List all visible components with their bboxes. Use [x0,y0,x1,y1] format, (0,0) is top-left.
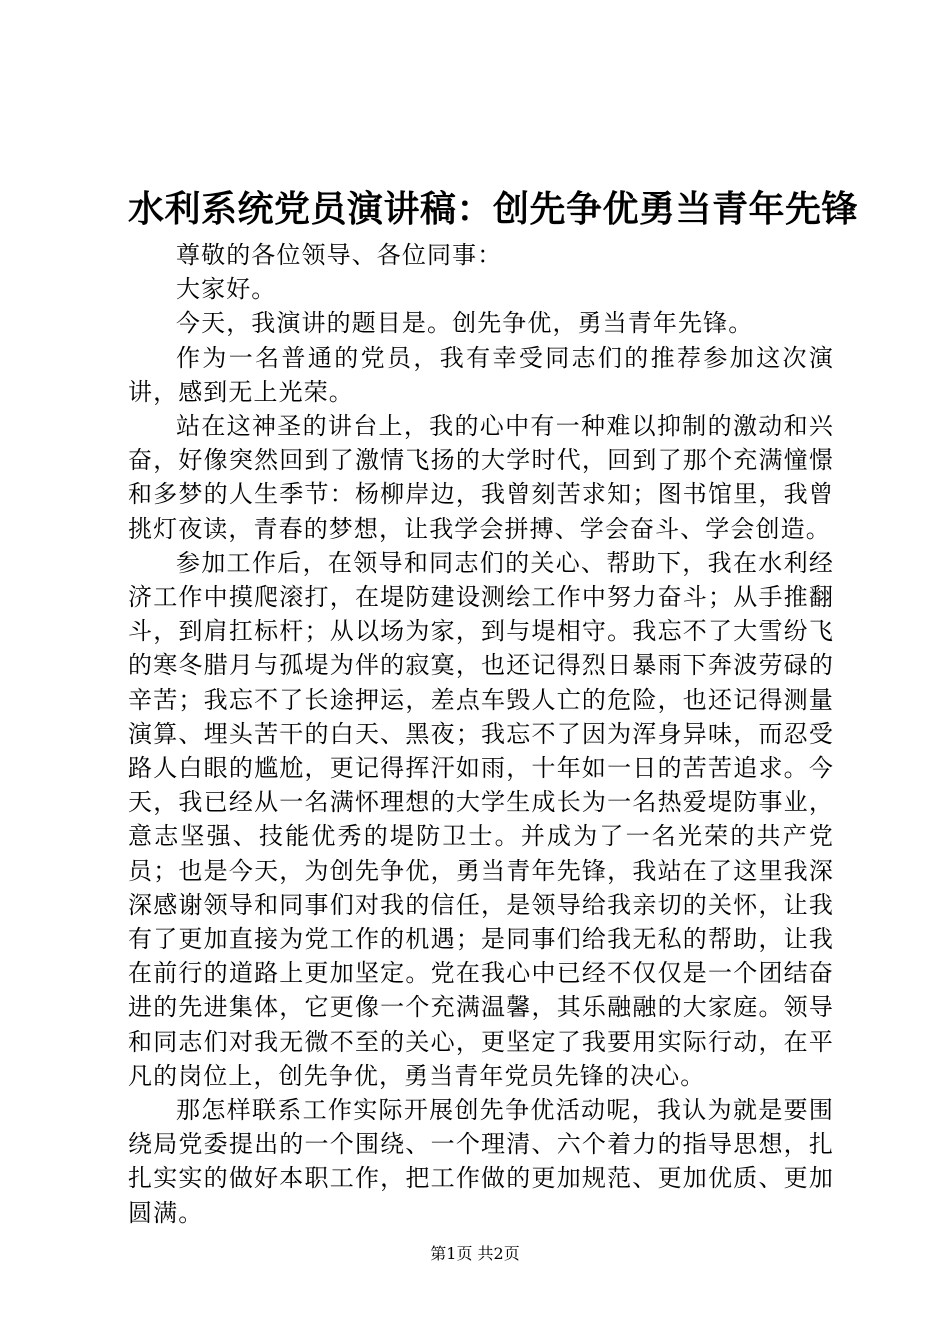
paragraph-intro: 作为一名普通的党员，我有幸受同志们的推荐参加这次演讲，感到无上光荣。 [128,343,834,406]
document-body [128,238,834,1230]
paragraph-work-experience: 参加工作后，在领导和同志们的关心、帮助下，我在水利经济工作中摸爬滚打，在堤防建设测绘工作中努力奋斗；从手推翻斗，到肩扛标杆；从以场为家，到与堤相守。我忘不了大雪纷飞的寒冬腊月与孤堤为伴的寂寞，也还记得烈日暴雨下奔波劳碌的辛苦；我忘不了长途押运，差点车毁人亡的危险，也还记得测量演算、埋头苦干的白天、黑夜；我忘不了因为浑身异味，而忍受路人白眼的尴尬，更记得挥汗如雨，十年如一日的苦苦追求。今天，我已经从一名满怀理想的大学生成长为一名热爱堤防事业，意志坚强、技能优秀的堤防卫士。并成为了一名光荣的共产党员；也是今天，为创先争优，勇当青年先锋，我站在了这里我深深感谢领导和同事们对我的信任，是领导给我亲切的关怀，让我有了更加直接为党工作的机遇；是同事们给我无私的帮助，让我在前行的道路上更加坚定。党在我心中已经不仅仅是一个团结奋进的先进集体，它更像一个充满温馨，其乐融融的大家庭。领导和同志们对我无微不至的关心，更坚定了我要用实际行动，在平凡的岗位上，创先争优，勇当青年党员先锋的决心。 [128,548,834,1090]
paragraph-memories: 站在这神圣的讲台上，我的心中有一种难以抑制的激动和兴奋，好像突然回到了激情飞扬的大学时代，回到了那个充满憧憬和多梦的人生季节：杨柳岸边，我曾刻苦求知；图书馆里，我曾挑灯夜读，青春的梦想，让我学会拼搏、学会奋斗、学会创造。 [128,412,834,543]
page-indicator: 第1页 共2页 [430,1244,520,1263]
paragraph-approach: 那怎样联系工作实际开展创先争优活动呢，我认为就是要围绕局党委提出的一个围绕、一个理清、六个着力的指导思想，扎扎实实的做好本职工作，把工作做的更加规范、更加优质、更加圆满。 [128,1096,834,1227]
paragraph-salutation: 尊敬的各位领导、各位同事： [176,241,503,269]
paragraph-greeting: 大家好。 [176,275,277,304]
document-title: 水利系统党员演讲稿：创先争优勇当青年先锋 [128,188,859,230]
paragraph-topic: 今天，我演讲的题目是。创先争优，勇当青年先锋。 [176,309,754,338]
